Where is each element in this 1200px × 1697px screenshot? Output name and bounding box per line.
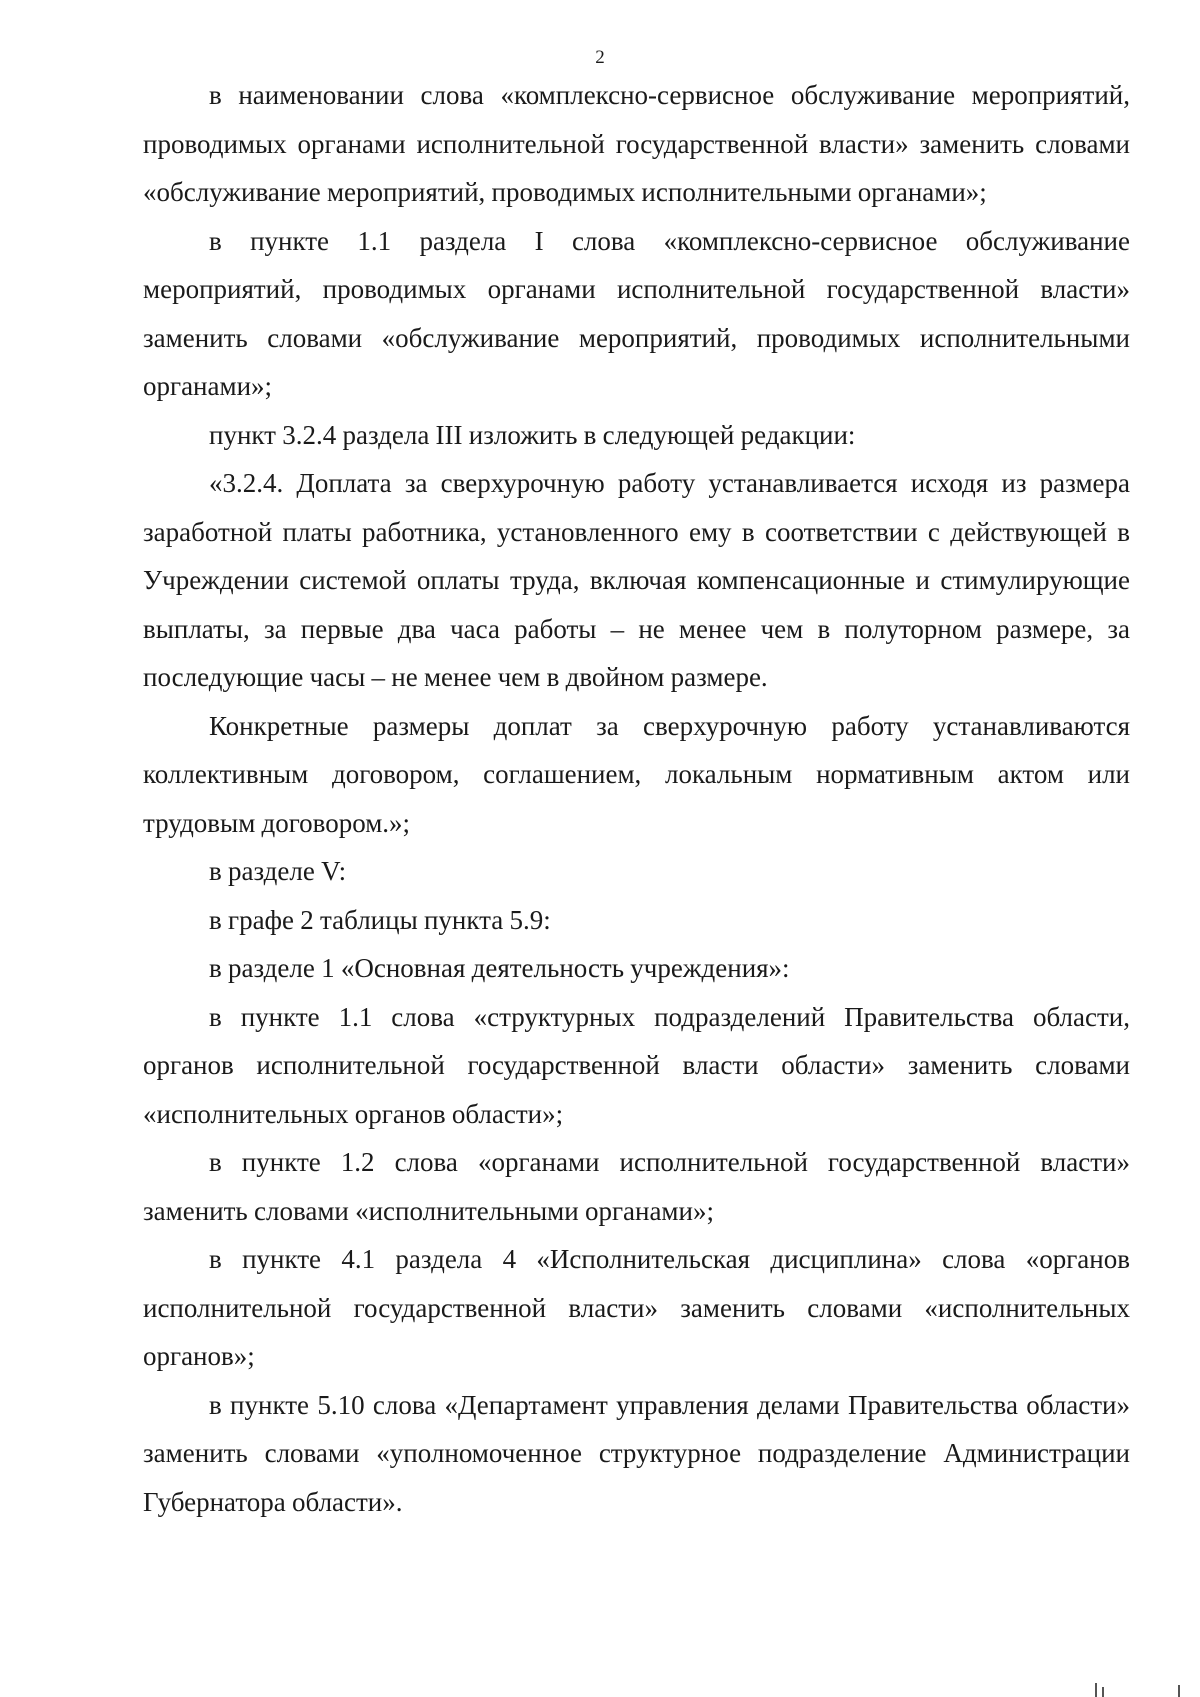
- paragraph-section-1-main-activity: в разделе 1 «Основная деятельность учреждения»:: [209, 953, 790, 983]
- document-body: [143, 71, 1130, 1526]
- page-number: 2: [595, 47, 605, 68]
- paragraph-item-5-10: в пункте 5.10 слова «Департамент управления делами Правительства области» заменить словами «уполномоченное структурное подразделение Администрации Губернатора области».: [143, 1389, 1130, 1517]
- scan-edge-mark: [1178, 1685, 1180, 1697]
- scan-edge-mark: [1102, 1687, 1104, 1697]
- paragraph-name-replacement: в наименовании слова «комплексно-сервисное обслуживание мероприятий, проводимых органами исполнительной государственной власти» заменить словами «обслуживание мероприятий, проводимых исполнительными органами»;: [143, 80, 1130, 207]
- paragraph-item-3-2-4-text: «3.2.4. Доплата за сверхурочную работу устанавливается исходя из размера заработной платы работника, установленного ему в соответствии с действующей в Учреждении системой оплаты труда, включая компенсационные и стимулирующие выплаты, за первые два часа работы – не менее чем в полуторном размере, за последующие часы – не менее чем в двойном размере.: [143, 468, 1130, 692]
- paragraph-table-column-2: в графе 2 таблицы пункта 5.9:: [209, 904, 551, 935]
- paragraph-item-1-1-section-1: в пункте 1.1 раздела I слова «комплексно-сервисное обслуживание мероприятий, проводимых органами исполнительной государственной власти» заменить словами «обслуживание мероприятий, проводимых исполнительными органами»;: [143, 225, 1130, 401]
- paragraph-section-5: в разделе V:: [209, 856, 347, 886]
- paragraph-item-4-1: в пункте 4.1 раздела 4 «Исполнительская дисциплина» слова «органов исполнительной государственной власти» заменить словами «исполнительных органов»;: [143, 1244, 1130, 1371]
- paragraph-overtime-amounts: Конкретные размеры доплат за сверхурочную работу устанавливаются коллективным договором, соглашением, локальным нормативным актом или трудовым договором.»;: [143, 710, 1130, 838]
- paragraph-item-3-2-4-intro: пункт 3.2.4 раздела III изложить в следующей редакции:: [209, 419, 856, 450]
- scan-edge-mark: [1095, 1683, 1097, 1697]
- paragraph-item-1-2: в пункте 1.2 слова «органами исполнительной государственной власти» заменить словами «исполнительными органами»;: [143, 1147, 1130, 1226]
- paragraph-item-1-1-structural: в пункте 1.1 слова «структурных подразделений Правительства области, органов исполнительной государственной власти области» заменить словами «исполнительных органов области»;: [143, 1001, 1130, 1129]
